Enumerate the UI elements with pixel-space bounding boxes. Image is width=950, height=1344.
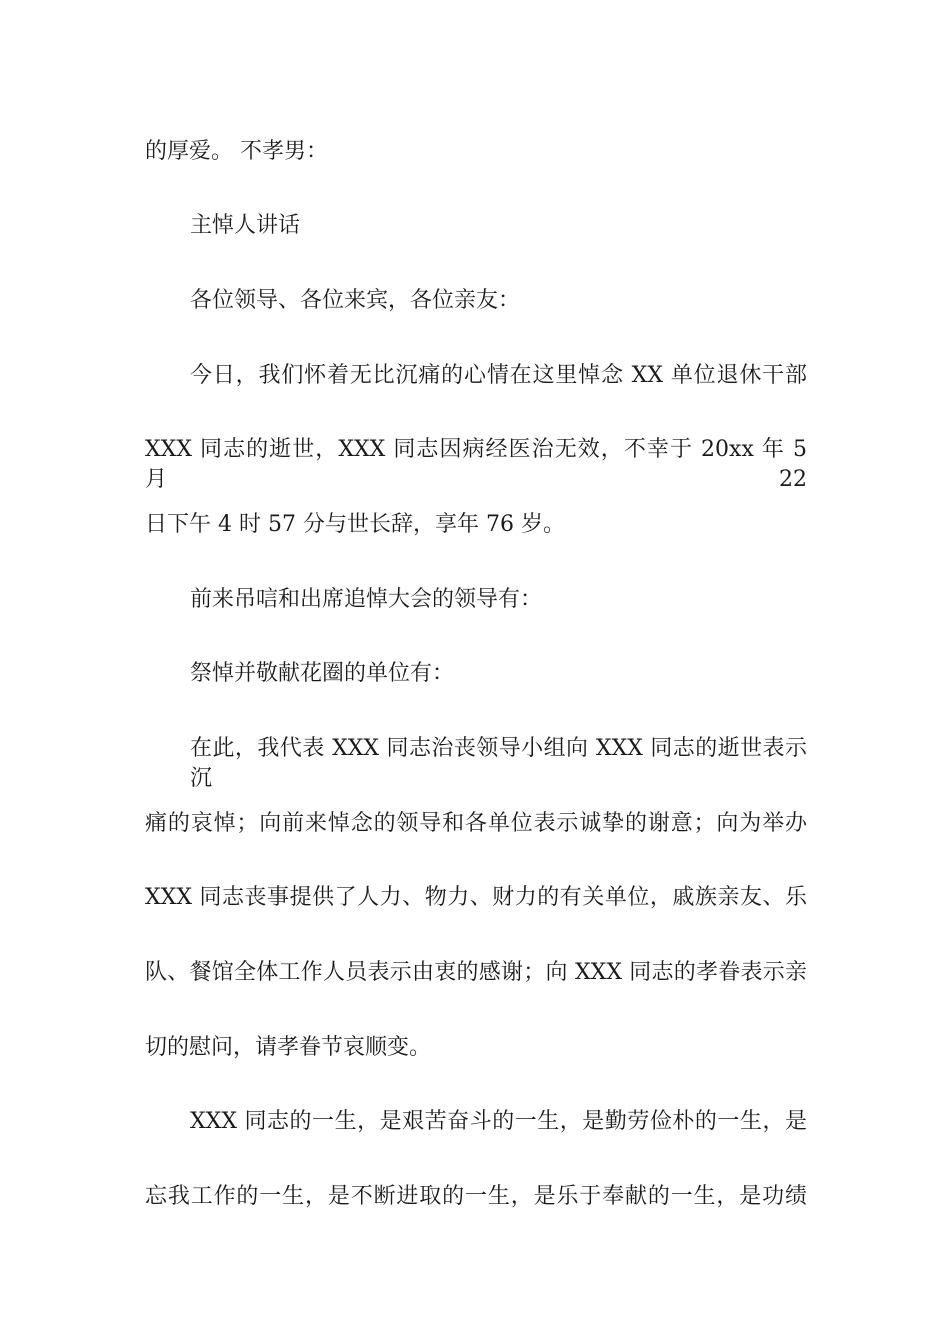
paragraph-line: XXX 同志丧事提供了人力、物力、财力的有关单位，戚族亲友、乐 [145, 885, 807, 910]
paragraph-line: 队、餐馆全体工作人员表示由衷的感谢；向 XXX 同志的孝眷表示亲 [145, 960, 807, 985]
section-heading: 主悼人讲话 [190, 213, 301, 238]
paragraph-line: 痛的哀悼；向前来悼念的领导和各单位表示诚挚的谢意；向为举办 [145, 811, 807, 836]
paragraph-line: 忘我工作的一生，是不断进取的一生，是乐于奉献的一生，是功绩 [145, 1184, 807, 1209]
paragraph-line: XXX 同志的逝世，XXX 同志因病经医治无效，不幸于 20xx 年 5 月 22 [145, 437, 807, 492]
paragraph-line: 前来吊唁和出席追悼大会的领导有： [190, 587, 543, 612]
paragraph-line: 日下午 4 时 57 分与世长辞，享年 76 岁。 [145, 512, 565, 537]
salutation: 各位领导、各位来宾，各位亲友： [190, 288, 521, 313]
text-line-closing: 的厚爱。 不孝男： [145, 139, 328, 164]
paragraph-line: 祭悼并敬献花圈的单位有： [190, 661, 455, 686]
paragraph-line: XXX 同志的一生，是艰苦奋斗的一生，是勤劳俭朴的一生，是 [190, 1109, 807, 1134]
paragraph-line: 切的慰问，请孝眷节哀顺变。 [145, 1035, 432, 1060]
paragraph-line: 在此，我代表 XXX 同志治丧领导小组向 XXX 同志的逝世表示沉 [190, 736, 807, 791]
paragraph-line: 今日，我们怀着无比沉痛的心情在这里悼念 XX 单位退休干部 [190, 363, 807, 388]
